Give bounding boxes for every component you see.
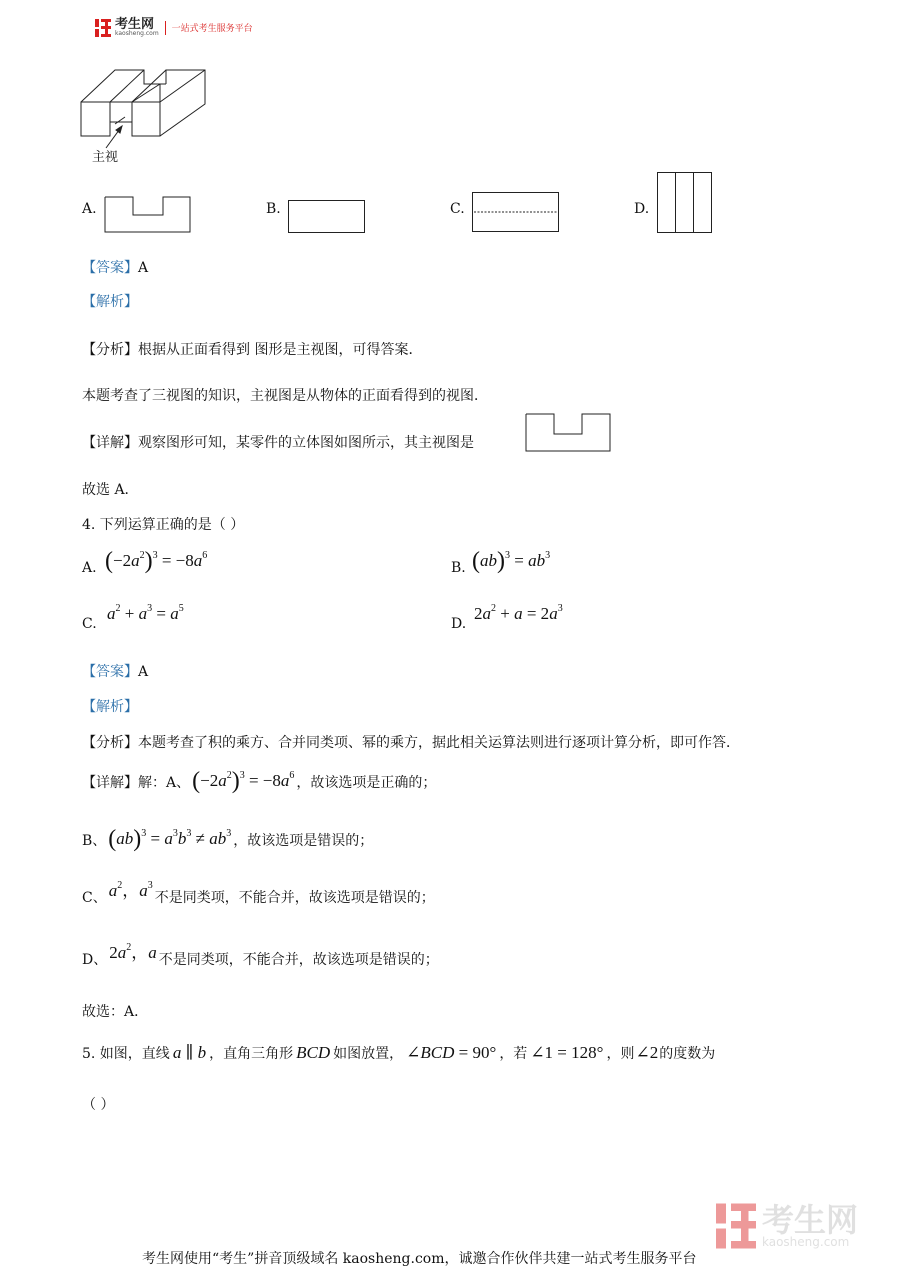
q5-t3: ，若	[499, 1046, 528, 1062]
q4-detail-b	[82, 826, 373, 853]
q4-detail-c	[82, 880, 435, 909]
watermark-text: 考生网	[762, 1201, 859, 1239]
watermark-logo-icon	[716, 1203, 756, 1249]
q5-t2: 如图放置，	[333, 1046, 404, 1062]
q4-detail-d	[82, 942, 439, 971]
q4-detail-a-suffix: ，故该选项是正确的；	[296, 774, 437, 791]
q4-option-c-label: C.	[82, 616, 97, 632]
q5-triangle-name: BCD	[296, 1043, 331, 1062]
q4-detail-b-prefix: B、	[82, 832, 107, 849]
q4-answer-tag: 【答案】	[82, 664, 138, 680]
q3-detail: 【详解】观察图形可知，某零件的立体图如图所示，其主视图是	[82, 435, 474, 451]
q5-paren: （ ）	[82, 1097, 115, 1113]
q3-option-d-figure	[656, 171, 714, 235]
q4-option-c-formula: $a^2 + a^3 = a^5$	[107, 603, 184, 623]
q3-analysis-1: 【分析】根据从正面看得到 图形是主视图，可得答案．	[82, 342, 423, 358]
q5-parallel-formula: a ∥ b	[172, 1043, 207, 1062]
q3-option-d-label: D.	[634, 201, 650, 217]
q3-detail-figure	[524, 413, 612, 453]
footer-text: 考生网使用“考生”拼音顶级域名 kaosheng.com，诚邀合作伙伴共建一站式考生服务平台	[142, 1251, 697, 1267]
q4-detail-c-suffix: 不是同类项，不能合并，故该选项是错误的；	[154, 889, 435, 906]
q3-analysis-2: 本题考查了三视图的知识，主视图是从物体的正面看得到的视图．	[82, 388, 488, 404]
q4-detail-c-prefix: C、	[82, 889, 107, 906]
brand-name: 考生网	[115, 17, 155, 32]
q3-answer-row	[82, 257, 148, 277]
q4-detail-c-formula: $a^2$，$a^3$	[108, 880, 153, 900]
q5-stem	[82, 1043, 715, 1063]
header-logo[interactable]	[95, 18, 253, 37]
q5-angle-2: ∠2	[635, 1043, 659, 1062]
q3-answer-tag: 【答案】	[82, 260, 138, 276]
q4-detail-d-prefix: D、	[82, 951, 108, 968]
watermark-domain: kaosheng.com	[762, 1235, 850, 1249]
q5-t4: ，则	[606, 1046, 635, 1062]
q3-option-a-label: A.	[82, 201, 97, 217]
q4-detail-d-formula: $2a^2$，a	[109, 942, 157, 962]
q3-conclusion: 故选 A．	[82, 482, 139, 498]
q4-option-b-label: B.	[451, 560, 466, 576]
q3-answer-value: A	[138, 260, 149, 276]
q4-detail-d-suffix: 不是同类项，不能合并，故该选项是错误的；	[158, 951, 439, 968]
q4-answer-value: A	[138, 664, 149, 680]
q4-option-d-formula: $2a^2 + a = 2a^3$	[474, 603, 563, 623]
q4-answer-row	[82, 661, 148, 681]
q4-analysis: 【分析】本题考查了积的乘方、合并同类项、幂的乘方，据此相关运算法则进行逐项计算分析，即可作答．	[82, 735, 740, 751]
q5-t5: 的度数为	[659, 1046, 716, 1062]
q3-option-c-label: C.	[450, 201, 465, 217]
q4-option-a-formula: $(-2a^2)^3 = -8a^6$	[105, 548, 208, 574]
q3-option-b-figure	[287, 199, 367, 235]
q4-conclusion: 故选：A．	[82, 1004, 149, 1020]
q4-detail-a	[82, 768, 436, 795]
q5-angle-bcd: ∠BCD = 90°	[406, 1043, 497, 1062]
front-view-label: 主视	[92, 150, 119, 165]
q3-option-c-figure	[471, 191, 561, 235]
header-divider	[165, 21, 166, 35]
q5-num: 5. 如图，直线	[82, 1046, 170, 1062]
q3-explain-tag: 【解析】	[82, 294, 138, 310]
kaosheng-logo-icon	[95, 19, 111, 37]
q4-option-a-label: A.	[82, 560, 97, 576]
q5-t1: ，直角三角形	[209, 1046, 294, 1062]
brand-domain: kaosheng.com	[115, 30, 159, 37]
q4-detail-a-formula: $(-2a^2)^3 = -8a^6$	[192, 768, 295, 794]
q4-option-d-label: D.	[451, 616, 467, 632]
q4-stem: 4. 下列运算正确的是（ ）	[82, 517, 245, 533]
q4-detail-b-suffix: ，故该选项是错误的；	[233, 832, 374, 849]
q4-detail-b-formula: $(ab)^3 = a^3b^3 \ne ab^3$	[108, 826, 232, 852]
q4-explain-tag: 【解析】	[82, 699, 138, 715]
q4-option-b-formula: $(ab)^3 = ab^3$	[472, 548, 551, 574]
header-slogan: 一站式考生服务平台	[171, 24, 253, 34]
watermark	[716, 1203, 858, 1249]
q4-detail-a-prefix: 【详解】解：A、	[82, 774, 191, 791]
q3-option-a-figure	[103, 196, 193, 234]
q5-angle-1: ∠1 = 128°	[530, 1043, 604, 1062]
q3-option-b-label: B.	[266, 201, 281, 217]
